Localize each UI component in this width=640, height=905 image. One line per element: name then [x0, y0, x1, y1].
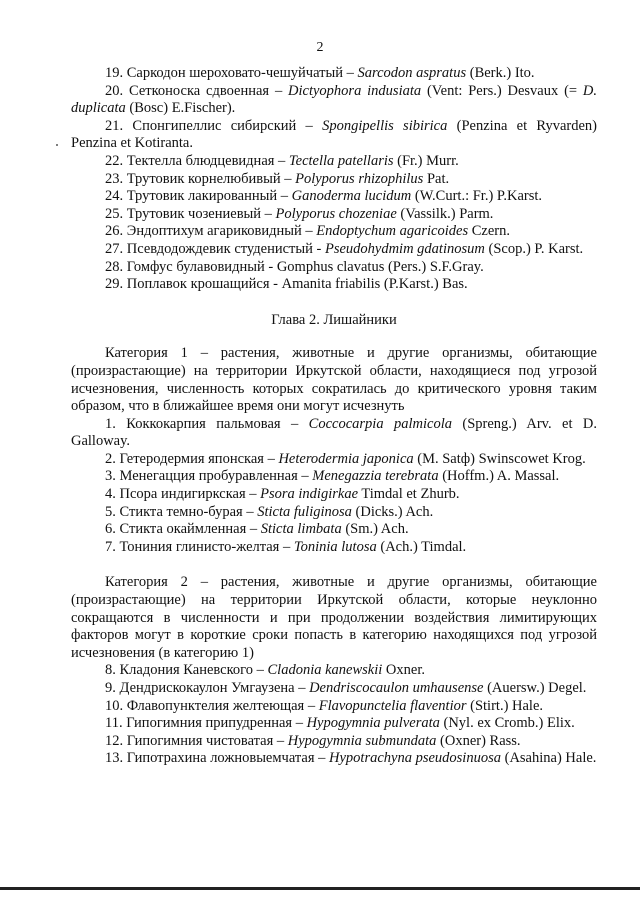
- latin-name: Psora indigirkae: [260, 486, 359, 503]
- latin-name: Polyporus rhizophilus: [295, 170, 424, 187]
- list-item: [71, 276, 597, 294]
- russian-name: Трутовик лакированный: [126, 188, 278, 205]
- item-number: 10.: [105, 697, 127, 714]
- list-item: [71, 206, 597, 224]
- latin-name: Dictyophora indusiata: [288, 82, 422, 99]
- latin-name: Hypotrachyna pseudosinuosa: [329, 750, 501, 767]
- russian-name: Гетеродермия японская: [119, 450, 264, 467]
- item-number: 3.: [105, 468, 120, 485]
- authority: Pat.: [423, 170, 450, 187]
- russian-name: Гипогимния припудренная: [126, 715, 293, 732]
- list-item: [71, 733, 597, 751]
- authority: (Penzina et Ryvarden) Penzina et Kotiranta.: [71, 117, 598, 152]
- item-number: 20.: [105, 82, 129, 99]
- list-item: [71, 171, 597, 189]
- russian-name: Саркодон шероховато-чешуйчатый: [126, 65, 343, 81]
- list-item: [71, 662, 597, 680]
- list-item: [71, 416, 597, 451]
- list-item: [71, 715, 597, 733]
- latin-name: Flavopunctelia flaventior: [318, 697, 467, 714]
- list-item: [71, 83, 597, 118]
- separator: –: [246, 521, 261, 538]
- authority: Gomphus clavatus (Pers.) S.F.Gray.: [276, 258, 484, 275]
- latin-name: Tectella patellaris: [288, 152, 394, 169]
- separator: –: [277, 188, 292, 205]
- authority: (M. Satф) Swinscowet Krog.: [413, 450, 586, 467]
- list-item: [71, 750, 597, 768]
- latin-name: Ganoderma lucidum: [291, 188, 412, 205]
- item-number: 25.: [105, 205, 127, 222]
- latin-name: Sticta fuliginosa: [257, 503, 352, 520]
- authority: (W.Curt.: Fr.) P.Karst.: [411, 188, 543, 205]
- separator: –: [279, 538, 294, 555]
- latin-name: Toninia lutosa: [293, 538, 377, 555]
- authority: (Hoffm.) A. Massal.: [438, 468, 560, 485]
- authority: (Scop.) P. Karst.: [484, 240, 584, 257]
- russian-name: Стикта темно-бурая: [119, 503, 243, 520]
- authority: Amanita friabilis (P.Karst.) Bas.: [281, 276, 468, 293]
- separator: –: [314, 750, 330, 767]
- item-number: 7.: [105, 538, 120, 555]
- russian-name: Эндоптихум агариковидный: [126, 223, 302, 240]
- separator: –: [245, 486, 261, 503]
- separator: –: [242, 503, 258, 520]
- russian-name: Спонгипеллис сибирский: [132, 117, 297, 134]
- authority: (Oxner) Rass.: [436, 732, 521, 749]
- separator: –: [304, 697, 319, 714]
- authority: (Vent: Pers.) Desvaux (=: [421, 82, 583, 99]
- list-item: [71, 486, 597, 504]
- separator: –: [292, 715, 307, 732]
- list-item: [71, 241, 597, 259]
- separator: –: [273, 732, 288, 749]
- item-number: 11.: [105, 715, 127, 732]
- russian-name: Сетконоска сдвоенная: [128, 82, 270, 99]
- item-number: 6.: [105, 521, 120, 538]
- item-number: 26.: [105, 223, 127, 240]
- latin-name: Menegazzia terebrata: [312, 468, 439, 485]
- authority: (Spreng.) Arv. et D. Galloway.: [71, 415, 597, 450]
- latin-synonym: D. duplicata: [71, 82, 598, 117]
- authority: Timdal et Zhurb.: [358, 486, 460, 503]
- separator: –: [297, 468, 313, 485]
- separator: -: [269, 276, 282, 293]
- russian-name: Поплавок крошащийся: [126, 276, 270, 293]
- list-item: [71, 153, 597, 171]
- category-1-description: Категория 1 – растения, животные и другие организмы, обитающие (произрастающие) на территории Иркутской области, находящиеся под угрозой исчезновения, численность которых сократилась до критического уровня таким образом, что в ближайшее время они могут исчезнуть: [71, 345, 597, 415]
- russian-name: Кладония Каневского: [119, 662, 253, 679]
- russian-name: Гипотрахина ложновыемчатая: [126, 750, 315, 767]
- chapter-title: Глава 2. Лишайники: [271, 311, 397, 328]
- list-item: [71, 259, 597, 277]
- russian-name: Тониния глинисто-желтая: [119, 538, 280, 555]
- latin-name: Sarcodon aspratus: [357, 65, 467, 81]
- latin-name: Hypogymnia pulverata: [306, 715, 440, 732]
- latin-name: Coccocarpia palmicola: [308, 415, 452, 432]
- latin-name: Hypogymnia submundata: [287, 732, 437, 749]
- russian-name: Дендрискокаулон Умгаузена: [119, 680, 295, 696]
- authority: (Auersw.) Degel.: [483, 680, 587, 696]
- authority: (Asahina) Hale.: [500, 750, 597, 767]
- russian-name: Гипогимния чистоватая: [126, 732, 274, 749]
- separator: –: [269, 82, 289, 99]
- separator: –: [274, 152, 289, 169]
- latin-name: Spongipellis sibirica: [322, 117, 448, 134]
- separator: –: [342, 65, 358, 81]
- item-number: 19.: [105, 65, 127, 81]
- lichen-list-category-2: [71, 662, 597, 768]
- list-item: [71, 539, 597, 557]
- list-item: [71, 680, 597, 698]
- item-number: 27.: [105, 240, 127, 257]
- russian-name: Трутовик корнелюбивый: [126, 170, 281, 187]
- russian-name: Псора индигиркская: [119, 486, 246, 503]
- authority: (Sm.) Ach.: [341, 521, 409, 538]
- separator: -: [312, 240, 325, 257]
- latin-name: Sticta limbata: [260, 521, 342, 538]
- russian-name: Флавопунктелия желтеющая: [126, 697, 305, 714]
- separator: –: [294, 680, 310, 696]
- separator: -: [264, 258, 277, 275]
- item-number: 23.: [105, 170, 127, 187]
- authority: Oxner.: [382, 662, 425, 679]
- separator: –: [253, 662, 268, 679]
- russian-name: Коккокарпия пальмовая: [126, 415, 281, 432]
- russian-name: Стикта окаймленная: [119, 521, 247, 538]
- item-number: 12.: [105, 732, 127, 749]
- item-number: 1.: [105, 415, 127, 432]
- separator: –: [280, 415, 309, 432]
- list-item: [71, 521, 597, 539]
- list-item: [71, 188, 597, 206]
- separator: –: [301, 223, 317, 240]
- page-bottom-border: [0, 887, 640, 890]
- russian-name: Менегацция пробуравленная: [119, 468, 298, 485]
- latin-name: Pseudohydmim gdatinosum: [324, 240, 485, 257]
- authority: (Nyl. ex Cromb.) Elix.: [439, 715, 575, 732]
- authority: (Berk.) Ito.: [466, 65, 535, 81]
- authority: (Dicks.) Ach.: [351, 503, 434, 520]
- authority: (Stirt.) Hale.: [466, 697, 544, 714]
- authority: (Vassilk.) Parm.: [396, 205, 494, 222]
- latin-name: Dendriscocaulon umhausense: [309, 680, 484, 696]
- item-number: 9.: [105, 680, 120, 696]
- authority: (Fr.) Murr.: [393, 152, 459, 169]
- separator: –: [261, 205, 276, 222]
- russian-name: Псевдодождевик студенистый: [126, 240, 313, 257]
- list-item: [71, 468, 597, 486]
- category-2-description: Категория 2 – растения, животные и другие организмы, обитающие (произрастающие) на территории Иркутской области, которые неуклонно сокращаются в численности и при продолжении воздействия лимитирующих факторов могут в короткие сроки попасть в категорию находящихся под угрозой исчезновения (в категорию 1): [71, 574, 597, 661]
- item-number: 28.: [105, 258, 127, 275]
- latin-name: Polyporus chozeniae: [275, 205, 397, 222]
- list-item: [71, 65, 597, 83]
- separator: –: [296, 117, 323, 134]
- latin-name: Heterodermia japonica: [278, 450, 414, 467]
- item-number: 21.: [105, 117, 133, 134]
- document-body: [71, 65, 597, 768]
- item-number: 5.: [105, 503, 120, 520]
- latin-name: Endoptychum agaricoides: [316, 223, 469, 240]
- page-number: 2: [316, 40, 324, 55]
- mushroom-list: [71, 65, 597, 294]
- list-item: [71, 451, 597, 469]
- separator: –: [263, 450, 279, 467]
- lichen-list-category-1: [71, 416, 597, 557]
- list-item: [71, 118, 597, 153]
- item-number: 8.: [105, 662, 120, 679]
- russian-name: Гомфус булавовидный: [126, 258, 265, 275]
- russian-name: Трутовик чозениевый: [126, 205, 262, 222]
- item-number: 29.: [105, 276, 127, 293]
- latin-name: Cladonia kanewskii: [267, 662, 383, 679]
- list-item: [71, 698, 597, 716]
- authority: Czern.: [468, 223, 510, 240]
- synonym-authority: (Bosc) E.Fischer).: [125, 100, 236, 117]
- authority: (Ach.) Timdal.: [376, 538, 467, 555]
- separator: –: [280, 170, 296, 187]
- list-item: [71, 504, 597, 522]
- scan-speck: [56, 144, 58, 146]
- item-number: 24.: [105, 188, 127, 205]
- item-number: 4.: [105, 486, 120, 503]
- list-item: [71, 223, 597, 241]
- item-number: 2.: [105, 450, 120, 467]
- item-number: 13.: [105, 750, 127, 767]
- russian-name: Тектелла блюдцевидная: [126, 152, 275, 169]
- item-number: 22.: [105, 152, 127, 169]
